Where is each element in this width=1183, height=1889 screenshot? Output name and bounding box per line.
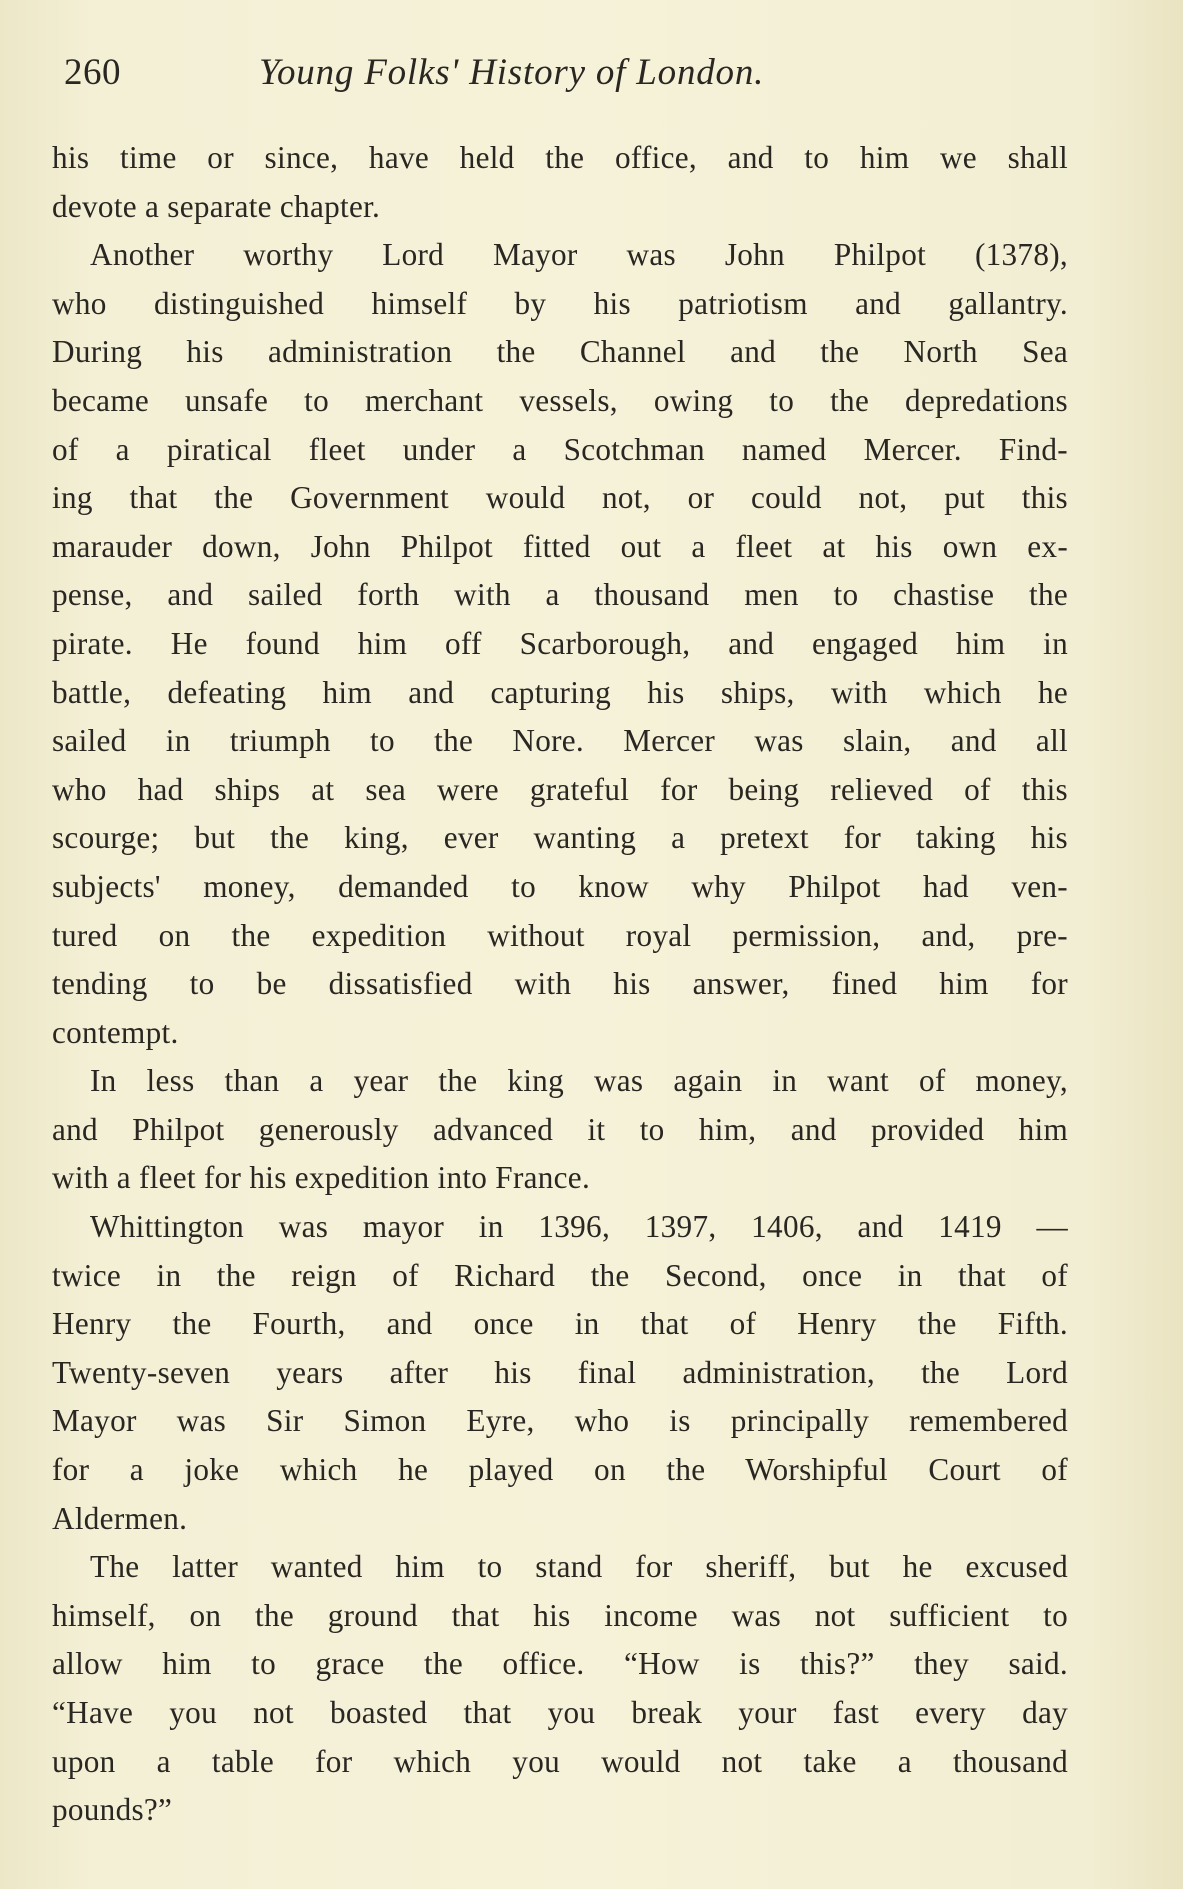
page-header bbox=[64, 48, 1064, 98]
text-line: Whittington was mayor in 1396, 1397, 1406, and 1419 — bbox=[90, 1209, 1068, 1245]
text-line: with a fleet for his expedition into France. bbox=[52, 1160, 591, 1196]
body-text bbox=[52, 134, 1068, 1834]
paragraph bbox=[52, 134, 1068, 231]
text-line: himself, on the ground that his income was not sufficient to bbox=[52, 1597, 1068, 1633]
paragraph bbox=[52, 231, 1068, 1057]
text-line: twice in the reign of Richard the Second, once in that of bbox=[52, 1257, 1068, 1293]
text-line: marauder down, John Philpot fitted out a fleet at his own ex- bbox=[52, 528, 1068, 564]
text-line: In less than a year the king was again in want of money, bbox=[90, 1063, 1068, 1099]
text-line: The latter wanted him to stand for sheriff, but he excused bbox=[90, 1549, 1068, 1585]
text-line: devote a separate chapter. bbox=[52, 188, 381, 224]
text-line: scourge; but the king, ever wanting a pretext for taking his bbox=[52, 820, 1068, 856]
text-line: upon a table for which you would not take a thousand bbox=[52, 1743, 1068, 1779]
text-line: of a piratical fleet under a Scotchman named Mercer. Find- bbox=[52, 431, 1068, 467]
text-line: who distinguished himself by his patriotism and gallantry. bbox=[52, 285, 1068, 321]
text-line: Henry the Fourth, and once in that of Henry the Fifth. bbox=[52, 1306, 1068, 1342]
paragraph bbox=[52, 1203, 1068, 1543]
text-line: Another worthy Lord Mayor was John Philpot (1378), bbox=[90, 237, 1068, 273]
running-title: Young Folks' History of London. bbox=[259, 52, 765, 93]
text-line: pirate. He found him off Scarborough, and engaged him in bbox=[52, 625, 1068, 661]
page-number: 260 bbox=[64, 52, 121, 93]
text-line: tending to be dissatisfied with his answer, fined him for bbox=[52, 966, 1068, 1002]
text-line: tured on the expedition without royal permission, and, pre- bbox=[52, 917, 1068, 953]
text-line: who had ships at sea were grateful for being relieved of this bbox=[52, 771, 1068, 807]
text-line: Aldermen. bbox=[52, 1500, 188, 1536]
text-line: Twenty-seven years after his final administration, the Lord bbox=[52, 1354, 1068, 1390]
text-line: allow him to grace the office. “How is this?” they said. bbox=[52, 1646, 1068, 1682]
text-line: ing that the Government would not, or could not, put this bbox=[52, 480, 1068, 516]
text-line: During his administration the Channel and the North Sea bbox=[52, 334, 1068, 370]
text-line: pense, and sailed forth with a thousand men to chastise the bbox=[52, 577, 1068, 613]
text-line: Mayor was Sir Simon Eyre, who is principally remembered bbox=[52, 1403, 1068, 1439]
text-line: contempt. bbox=[52, 1014, 179, 1050]
text-line: for a joke which he played on the Worshipful Court of bbox=[52, 1452, 1068, 1488]
text-line: battle, defeating him and capturing his ships, with which he bbox=[52, 674, 1068, 710]
paragraph bbox=[52, 1057, 1068, 1203]
paragraph bbox=[52, 1543, 1068, 1835]
text-line: pounds?” bbox=[52, 1792, 173, 1828]
text-line: sailed in triumph to the Nore. Mercer was slain, and all bbox=[52, 723, 1068, 759]
text-line: his time or since, have held the office, and to him we shall bbox=[52, 140, 1068, 175]
text-line: subjects' money, demanded to know why Philpot had ven- bbox=[52, 868, 1068, 904]
text-line: and Philpot generously advanced it to him, and provided him bbox=[52, 1111, 1068, 1147]
text-line: became unsafe to merchant vessels, owing to the depredations bbox=[52, 382, 1068, 418]
text-line: “Have you not boasted that you break your fast every day bbox=[52, 1695, 1068, 1730]
